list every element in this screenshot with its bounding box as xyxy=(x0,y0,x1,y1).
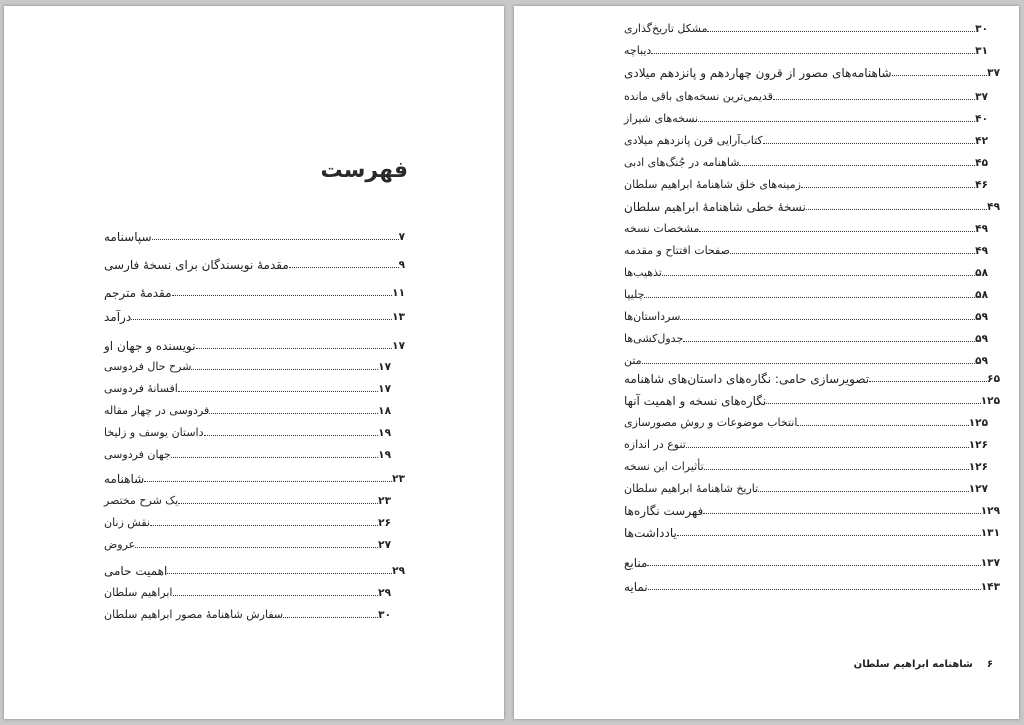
toc-entry-page-number: ۱۲۷ xyxy=(968,483,988,495)
dot-leader xyxy=(152,239,399,240)
toc-entry xyxy=(100,306,408,324)
dot-leader xyxy=(892,75,988,76)
toc-entry xyxy=(620,152,991,170)
toc-entry-page-number: ۶۵ xyxy=(987,373,1000,385)
toc-entry-title: شاهنامه در جُنگ‌های ادبی xyxy=(624,156,740,169)
toc-entry-title: متن xyxy=(624,354,642,367)
footer-page-number: ۶ xyxy=(986,659,993,670)
toc-entry xyxy=(100,282,408,300)
dot-leader xyxy=(739,165,975,166)
dot-leader xyxy=(178,391,378,392)
dot-leader xyxy=(647,565,980,566)
dot-leader xyxy=(167,573,392,574)
toc-entry-title: مقدمهٔ مترجم xyxy=(104,286,172,300)
dot-leader xyxy=(869,381,987,382)
toc-entry-title: فردوسی در چهار مقاله xyxy=(104,404,210,417)
toc-entry xyxy=(100,254,408,272)
toc-entry xyxy=(620,500,1003,518)
toc-entry-title: جدول‌کشی‌ها xyxy=(624,332,684,345)
toc-entry-title: نویسنده و جهان او xyxy=(104,339,196,353)
toc-entry-title: فهرست نگاره‌ها xyxy=(624,504,704,518)
toc-entry xyxy=(620,240,991,258)
toc-entry-page-number: ۳۷ xyxy=(987,67,1000,79)
right-page xyxy=(514,6,1019,719)
dot-leader xyxy=(135,547,378,548)
toc-entry xyxy=(620,174,991,192)
toc-entry xyxy=(100,490,394,508)
toc-entry-page-number: ۱۸ xyxy=(378,405,391,417)
dot-leader xyxy=(196,348,393,349)
dot-leader xyxy=(178,503,378,504)
toc-entry-title: زمینه‌های خلق شاهنامهٔ ابراهیم سلطان xyxy=(624,178,801,191)
toc-entry-page-number: ۹ xyxy=(398,259,405,271)
toc-entry-page-number: ۵۹ xyxy=(975,311,988,323)
toc-entry-page-number: ۲۹ xyxy=(378,587,391,599)
toc-entry-title: اهمیت حامی xyxy=(104,564,168,578)
dot-leader xyxy=(704,469,969,470)
toc-entry-title: انتخاب موضوعات و روش مصورسازی xyxy=(624,416,798,429)
toc-entry xyxy=(620,522,1003,540)
toc-entry-page-number: ۱۴۳ xyxy=(980,581,1000,593)
toc-entry-title: تاریخ شاهنامهٔ ابراهیم سلطان xyxy=(624,482,759,495)
toc-entry-title: دیباچه xyxy=(624,44,652,57)
toc-entry-page-number: ۲۹ xyxy=(392,565,405,577)
toc-entry-title: سرداستان‌ها xyxy=(624,310,681,323)
dot-leader xyxy=(289,267,399,268)
dot-leader xyxy=(686,447,969,448)
dot-leader xyxy=(806,209,987,210)
toc-entry xyxy=(620,456,991,474)
toc-entry xyxy=(620,218,991,236)
toc-entry-page-number: ۴۰ xyxy=(975,113,988,125)
dot-leader xyxy=(758,491,969,492)
toc-entry-title: تنوع در اندازه xyxy=(624,438,686,451)
dot-leader xyxy=(683,341,975,342)
toc-entry xyxy=(620,18,991,36)
toc-entry-page-number: ۱۲۶ xyxy=(968,461,988,473)
toc-entry-title: مشخصات نسخه xyxy=(624,222,700,235)
toc-entry-title: تأثیرات این نسخه xyxy=(624,460,704,473)
dot-leader xyxy=(703,513,981,514)
toc-entry-page-number: ۵۹ xyxy=(975,333,988,345)
toc-entry-page-number: ۲۳ xyxy=(392,473,405,485)
toc-entry-page-number: ۱۷ xyxy=(378,383,391,395)
toc-entry xyxy=(620,262,991,280)
toc-entry-title: چلیپا xyxy=(624,288,645,301)
dot-leader xyxy=(172,295,393,296)
dot-leader xyxy=(699,231,975,232)
dot-leader xyxy=(698,121,975,122)
toc-entry xyxy=(100,335,408,353)
toc-entry xyxy=(100,444,394,462)
toc-entry xyxy=(100,468,408,486)
dot-leader xyxy=(204,435,379,436)
dot-leader xyxy=(144,481,392,482)
dot-leader xyxy=(766,403,981,404)
toc-entry-page-number: ۲۶ xyxy=(378,517,391,529)
toc-entry-title: کتاب‌آرایی قرن پانزدهم میلادی xyxy=(624,134,763,147)
toc-entry-title: مشکل تاریخ‌گذاری xyxy=(624,22,708,35)
toc-entry-title: سفارش شاهنامهٔ مصور ابراهیم سلطان xyxy=(104,608,284,621)
dot-leader xyxy=(707,31,975,32)
toc-entry-title: سپاسنامه xyxy=(104,230,152,244)
toc-entry-page-number: ۱۲۵ xyxy=(980,395,1000,407)
toc-entry-page-number: ۱۲۵ xyxy=(968,417,988,429)
toc-entry-title: ابراهیم سلطان xyxy=(104,586,173,599)
dot-leader xyxy=(730,253,975,254)
toc-entry xyxy=(100,534,394,552)
toc-entry xyxy=(620,412,991,430)
dot-leader xyxy=(209,413,378,414)
dot-leader xyxy=(648,589,981,590)
dot-leader xyxy=(763,143,976,144)
dot-leader xyxy=(150,525,378,526)
toc-entry-page-number: ۳۰ xyxy=(378,609,391,621)
toc-entry-title: صفحات افتتاح و مقدمه xyxy=(624,244,730,257)
toc-entry xyxy=(100,560,408,578)
left-page xyxy=(4,6,504,719)
toc-entry xyxy=(620,390,1003,408)
dot-leader xyxy=(677,535,981,536)
dot-leader xyxy=(651,53,975,54)
toc-entry-page-number: ۱۳۷ xyxy=(980,557,1000,569)
toc-entry-title: تصویرسازی حامی: نگاره‌های داستان‌های شاهنامه xyxy=(624,372,870,386)
toc-entry xyxy=(620,40,991,58)
toc-entry-title: یک شرح مختصر xyxy=(104,494,179,507)
toc-entry-page-number: ۱۷ xyxy=(378,361,391,373)
toc-entry xyxy=(100,582,394,600)
toc-entry-title: نقش زنان xyxy=(104,516,150,529)
toc-entry xyxy=(100,512,394,530)
toc-entry xyxy=(620,284,991,302)
toc-entry-page-number: ۴۵ xyxy=(975,157,988,169)
dot-leader xyxy=(173,595,379,596)
toc-entry xyxy=(620,86,991,104)
toc-entry xyxy=(620,130,991,148)
toc-entry xyxy=(620,552,1003,570)
toc-entry xyxy=(100,378,394,396)
toc-entry-page-number: ۱۹ xyxy=(378,449,391,461)
toc-entry-page-number: ۱۱ xyxy=(392,287,405,299)
toc-entry-title: منابع xyxy=(624,556,648,570)
dot-leader xyxy=(801,187,975,188)
toc-entry-page-number: ۲۳ xyxy=(378,495,391,507)
toc-entry xyxy=(620,576,1003,594)
toc-entry-title: داستان یوسف و زلیخا xyxy=(104,426,204,439)
toc-entry-page-number: ۵۹ xyxy=(975,355,988,367)
toc-entry-page-number: ۳۰ xyxy=(975,23,988,35)
toc-entry-page-number: ۳۷ xyxy=(975,91,988,103)
toc-entry-page-number: ۱۹ xyxy=(378,427,391,439)
dot-leader xyxy=(797,425,968,426)
dot-leader xyxy=(283,617,378,618)
dot-leader xyxy=(171,457,378,458)
dot-leader xyxy=(131,319,392,320)
toc-entry-page-number: ۱۷ xyxy=(392,340,405,352)
toc-entry xyxy=(100,356,394,374)
toc-entry xyxy=(100,604,394,622)
toc-entry-page-number: ۴۶ xyxy=(975,179,988,191)
toc-entry xyxy=(620,434,991,452)
toc-list-left xyxy=(4,6,504,719)
dot-leader xyxy=(773,99,975,100)
toc-entry xyxy=(620,62,1003,80)
toc-entry xyxy=(620,306,991,324)
toc-entry-page-number: ۲۷ xyxy=(378,539,391,551)
toc-list-right xyxy=(514,6,1019,719)
toc-entry-title: عروض xyxy=(104,538,136,551)
toc-entry xyxy=(620,108,991,126)
dot-leader xyxy=(680,319,975,320)
toc-entry-page-number: ۱۳۱ xyxy=(980,527,1000,539)
toc-entry-page-number: ۵۸ xyxy=(975,289,988,301)
toc-entry-page-number: ۱۲۶ xyxy=(968,439,988,451)
dot-leader xyxy=(191,369,378,370)
toc-entry-page-number: ۳۱ xyxy=(975,45,988,57)
toc-entry-title: جهان فردوسی xyxy=(104,448,171,461)
toc-entry-title: درآمد xyxy=(104,310,132,324)
dot-leader xyxy=(662,275,975,276)
toc-entry-title: یادداشت‌ها xyxy=(624,526,677,540)
toc-entry xyxy=(100,422,394,440)
toc-entry-title: تذهیب‌ها xyxy=(624,266,662,279)
footer-running-title: شاهنامه ابراهیم سلطان xyxy=(853,659,973,670)
toc-heading: فهرست xyxy=(320,158,408,183)
dot-leader xyxy=(642,363,976,364)
toc-entry-title: شاهنامه xyxy=(104,472,145,486)
toc-entry-page-number: ۴۹ xyxy=(975,223,988,235)
toc-entry-page-number: ۴۲ xyxy=(975,135,988,147)
toc-entry-title: نگاره‌های نسخه و اهمیت آنها xyxy=(624,394,767,408)
toc-entry xyxy=(620,478,991,496)
toc-entry xyxy=(620,196,1003,214)
toc-entry-title: شرح حال فردوسی xyxy=(104,360,192,373)
toc-entry-page-number: ۱۳ xyxy=(392,311,405,323)
toc-entry-page-number: ۷ xyxy=(398,231,405,243)
toc-entry-title: نمایه xyxy=(624,580,648,594)
page-footer xyxy=(854,659,993,670)
toc-entry xyxy=(620,350,991,368)
toc-entry xyxy=(100,226,408,244)
toc-entry-title: افسانهٔ فردوسی xyxy=(104,382,178,395)
toc-entry-page-number: ۱۲۹ xyxy=(980,505,1000,517)
toc-entry-page-number: ۵۸ xyxy=(975,267,988,279)
toc-entry xyxy=(100,400,394,418)
dot-leader xyxy=(644,297,975,298)
toc-entry xyxy=(620,368,1003,386)
toc-entry-title: شاهنامه‌های مصور از قرون چهاردهم و پانزدهم میلادی xyxy=(624,66,892,80)
toc-entry-title: نسخهٔ خطی شاهنامهٔ ابراهیم سلطان xyxy=(624,200,806,214)
toc-entry-page-number: ۴۹ xyxy=(975,245,988,257)
toc-entry-title: نسخه‌های شیراز xyxy=(624,112,699,125)
toc-entry-page-number: ۴۹ xyxy=(987,201,1000,213)
toc-entry xyxy=(620,328,991,346)
toc-entry-title: قدیمی‌ترین نسخه‌های باقی مانده xyxy=(624,90,773,103)
toc-entry-title: مقدمهٔ نویسندگان برای نسخهٔ فارسی xyxy=(104,258,289,272)
